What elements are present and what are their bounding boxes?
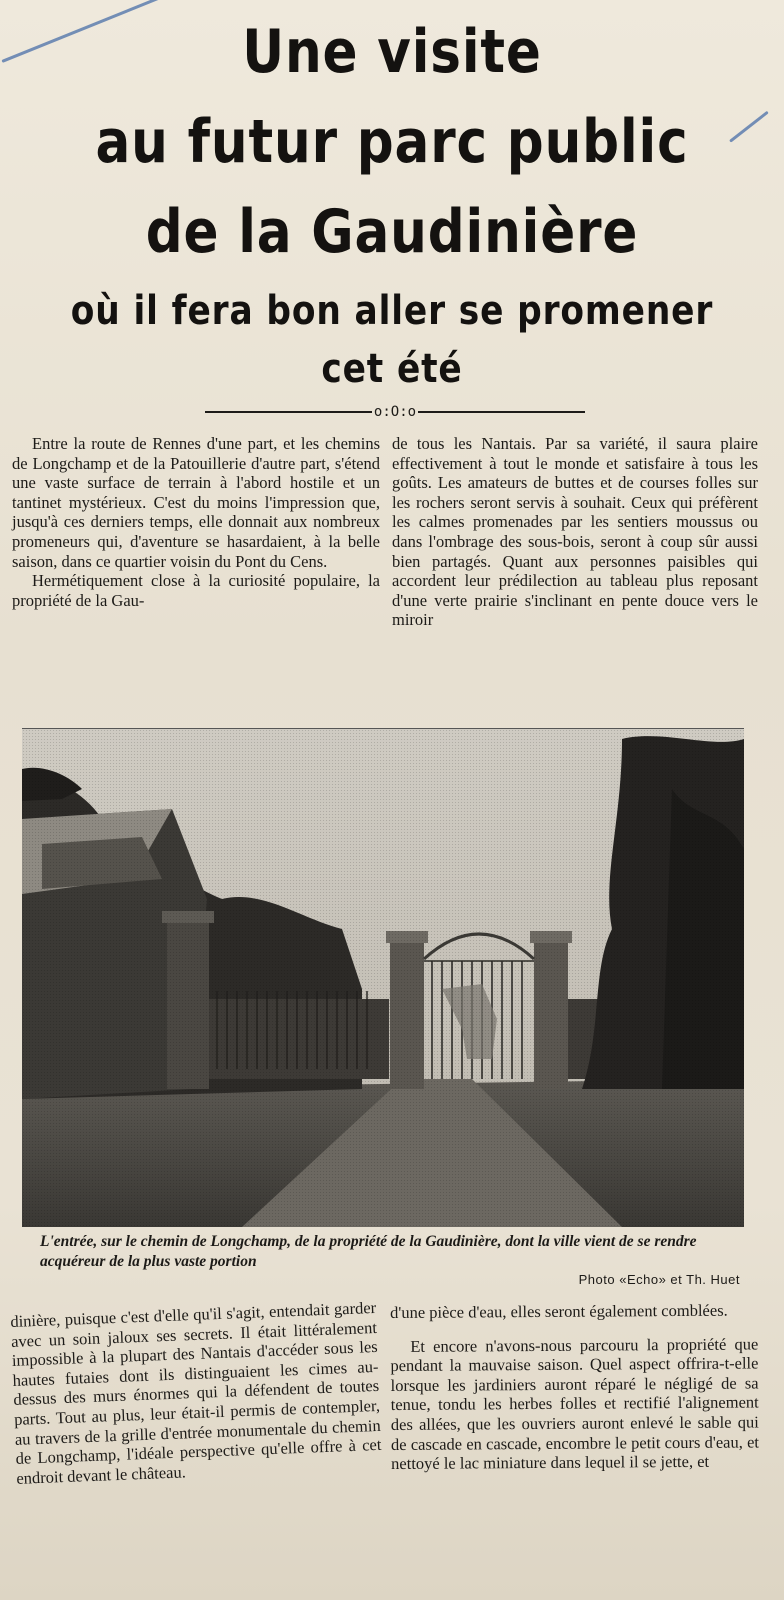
article-column-2 <box>392 434 758 630</box>
article-paragraph: Et encore n'avons-nous parcouru la propriété que pendant la mauvaise saison. Quel aspect offrira-t-elle lorsque les jardiniers auront réparé le négligé de sa tenue, tondu les herbes folles et rectifié l'alignement des allées, que les ouvriers auront enlevé le sable qui de cascade en cascade, encombre le petit cours d'eau, et nettoyé le lac miniature dans lequel il se jette, et <box>390 1334 760 1474</box>
article-paragraph: de tous les Nantais. Par sa variété, il saura plaire effectivement à tout le monde et satisfaire à tous les goûts. Les amateurs de buttes et de courses folles sur les rochers seront servis à souhait. Ceux qui préfèrent les calmes promenades par les sentiers moussus ou dans l'ombrage des sous-bois, seront à coup sûr aussi bien partagés. Quant aux personnes paisibles qui accordent leur prédilection au tableau plus reposant d'une verte prairie s'inclinant en pente douce vers le miroir <box>392 434 758 630</box>
headline-line-2: au futur parc public <box>95 107 689 177</box>
article-paragraph: dinière, puisque c'est d'elle qu'il s'agit, entendait garder avec un soin jaloux ses secrets. Il était littéralement impossible à la plupart des Nantais d'accéder sous les hautes futaies dont ils distinguaient les cimes au-dessus des murs énormes qui la défendent de toutes parts. Tout au plus, leur était-il permis de contempler, au travers de la grille d'entrée monumentale du chemin de Longchamp, l'idéale perspective qu'elle offre à cet endroit devant le château. <box>10 1297 382 1488</box>
headline-line-3: de la Gaudinière <box>145 197 639 267</box>
article-paragraph: d'une pièce d'eau, elles seront également comblées. <box>390 1300 728 1322</box>
divider-rule-left <box>205 411 372 413</box>
photo-gaudiniere-entrance <box>22 728 744 1227</box>
subheadline-line-2: cet été <box>321 346 463 392</box>
photo-caption: L'entrée, sur le chemin de Longchamp, de la propriété de la Gaudinière, dont la ville vient de se rendre acquéreur de la plus vaste portion <box>40 1233 697 1270</box>
article-paragraph: Entre la route de Rennes d'une part, et les chemins de Longchamp et de la Patouillerie d'autre part, s'étend une vaste surface de terrain à l'abord hostile et un tantinet mystérieux. C'est du moins l'impression que, jusqu'à ces derniers temps, elle donnait aux nombreux promeneurs qui, d'aventure se hasardaient, à la belle saison, dans ce quartier voisin du Pont du Cens. <box>12 434 380 571</box>
photo-gate-illustration <box>22 729 744 1227</box>
ornamental-divider <box>205 402 585 422</box>
article-column-1 <box>12 434 380 610</box>
headline-line-1: Une visite <box>242 17 542 87</box>
article-column-3 <box>10 1298 382 1488</box>
article-column-4 <box>390 1300 759 1473</box>
pen-mark-top-right <box>729 111 769 143</box>
article-paragraph: Hermétiquement close à la curiosité populaire, la propriété de la Gau- <box>12 571 380 610</box>
divider-rule-right <box>418 411 585 413</box>
subheadline-line-1: où il fera bon aller se promener <box>70 288 714 334</box>
divider-ornament: o:O:o <box>373 404 417 420</box>
photo-credit: Photo «Echo» et Th. Huet <box>578 1272 740 1287</box>
